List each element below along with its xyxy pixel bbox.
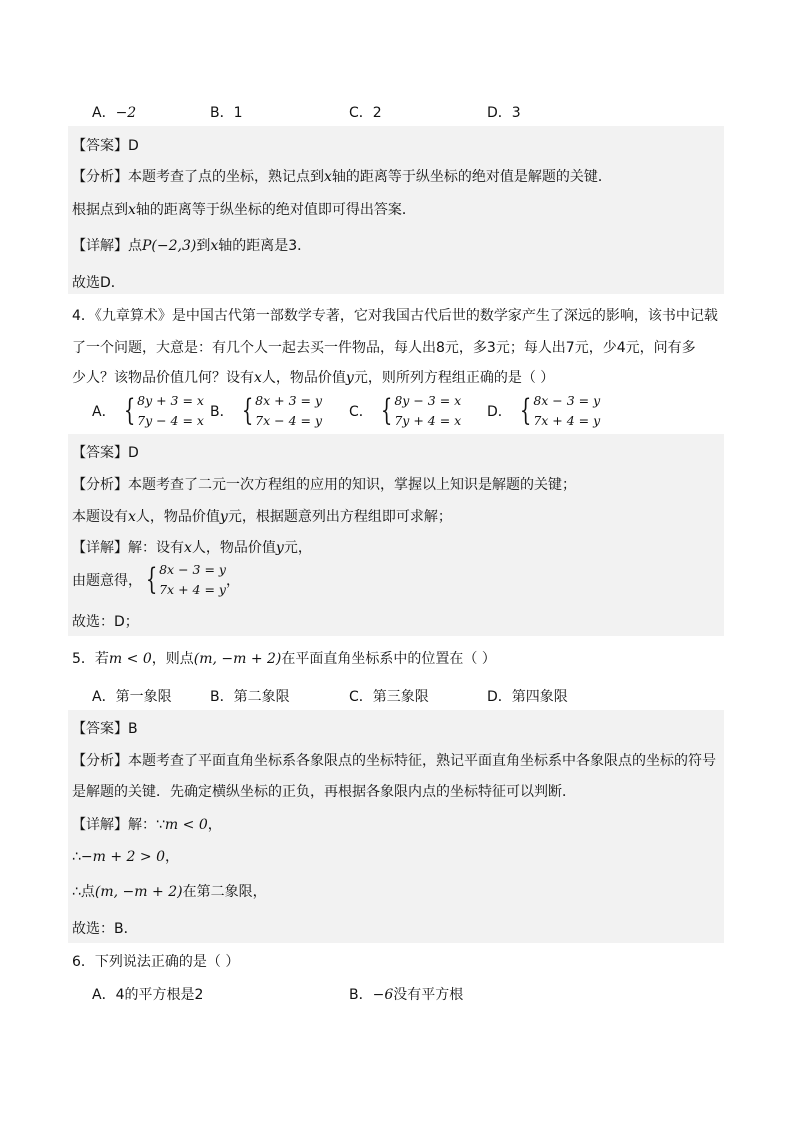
q4-choose: 故选：D； bbox=[72, 614, 139, 630]
q6-stem: 6．下列说法正确的是（ ） bbox=[72, 954, 240, 970]
q5-detail-line-1: 【详解】解：∵m < 0， bbox=[72, 817, 222, 833]
q4-option-d: D． { 8x − 3 = y 7x + 4 = y bbox=[487, 393, 601, 428]
q4-detail-system: 由题意得， { 8x − 3 = y 7x + 4 = y ， bbox=[72, 562, 240, 597]
q4-analysis-line-2: 本题设有x人，物品价值y元，根据题意列出方程组即可求解； bbox=[72, 509, 452, 525]
q4-stem-line-1: 4．《九章算术》是中国古代第一部数学专著，它对我国古代后世的数学家产生了深远的影响，该书中记载 bbox=[72, 308, 718, 324]
q5-choose: 故选：B． bbox=[72, 921, 138, 937]
q5-option-a: A．第一象限 bbox=[92, 689, 172, 705]
q6-option-b: B．−6没有平方根 bbox=[349, 987, 464, 1003]
q5-analysis-line-2: 是解题的关键．先确定横纵坐标的正负，再根据各象限内点的坐标特征可以判断． bbox=[72, 784, 576, 800]
q3-analysis-line-1: 【分析】本题考查了点的坐标，熟记点到x轴的距离等于纵坐标的绝对值是解题的关键． bbox=[72, 169, 612, 185]
q5-stem: 5．若m < 0，则点(m, −m + 2)在平面直角坐标系中的位置在（ ） bbox=[72, 651, 496, 667]
q4-analysis-line-1: 【分析】本题考查了二元一次方程组的应用的知识，掌握以上知识是解题的关键； bbox=[72, 477, 576, 493]
q5-analysis-line-1: 【分析】本题考查了平面直角坐标系各象限点的坐标特征，熟记平面直角坐标系中各象限点的坐标的符号 bbox=[72, 753, 716, 769]
q4-stem-line-2: 了一个问题，大意是：有几个人一起去买一件物品，每人出8元，多3元；每人出7元，少4元，问有多 bbox=[72, 340, 696, 356]
brace-icon: { bbox=[241, 393, 254, 428]
q3-analysis-line-2: 根据点到x轴的距离等于纵坐标的绝对值即可得出答案． bbox=[72, 202, 416, 218]
q4-solution-box bbox=[68, 434, 724, 636]
q4-option-a: A． { 8y + 3 = x 7y − 4 = x bbox=[92, 393, 204, 428]
q4-option-b: B． { 8x + 3 = y 7x − 4 = y bbox=[210, 393, 323, 428]
q3-detail: 【详解】点P(−2,3)到x轴的距离是3． bbox=[72, 238, 312, 254]
q3-option-a: A．−2 bbox=[92, 105, 137, 121]
q5-answer: 【答案】B bbox=[72, 721, 138, 737]
brace-icon: { bbox=[123, 393, 136, 428]
q3-choose: 故选D． bbox=[72, 275, 125, 291]
brace-icon: { bbox=[381, 393, 393, 428]
q3-option-d: D．3 bbox=[487, 105, 521, 121]
q5-option-d: D．第四象限 bbox=[487, 689, 568, 705]
q4-option-c: C． { 8y − 3 = x 7y + 4 = x bbox=[349, 393, 462, 428]
brace-icon: { bbox=[520, 393, 532, 428]
q6-option-a: A．4的平方根是2 bbox=[92, 987, 204, 1003]
q4-detail-line-1: 【详解】解：设有x人，物品价值y元， bbox=[72, 540, 312, 556]
q4-stem-line-3: 少人？该物品价值几何？设有x人，物品价值y元，则所列方程组正确的是（ ） bbox=[72, 370, 555, 386]
q3-answer: 【答案】D bbox=[72, 138, 139, 154]
q3-option-b: B．1 bbox=[210, 105, 243, 121]
q5-option-b: B．第二象限 bbox=[210, 689, 290, 705]
q5-option-c: C．第三象限 bbox=[349, 689, 429, 705]
brace-icon: { bbox=[145, 562, 158, 597]
q5-detail-line-2: ∴−m + 2 > 0， bbox=[72, 849, 180, 865]
q4-answer: 【答案】D bbox=[72, 445, 139, 461]
q3-option-c: C．2 bbox=[349, 105, 382, 121]
q5-detail-line-3: ∴点(m, −m + 2)在第二象限， bbox=[72, 884, 267, 900]
